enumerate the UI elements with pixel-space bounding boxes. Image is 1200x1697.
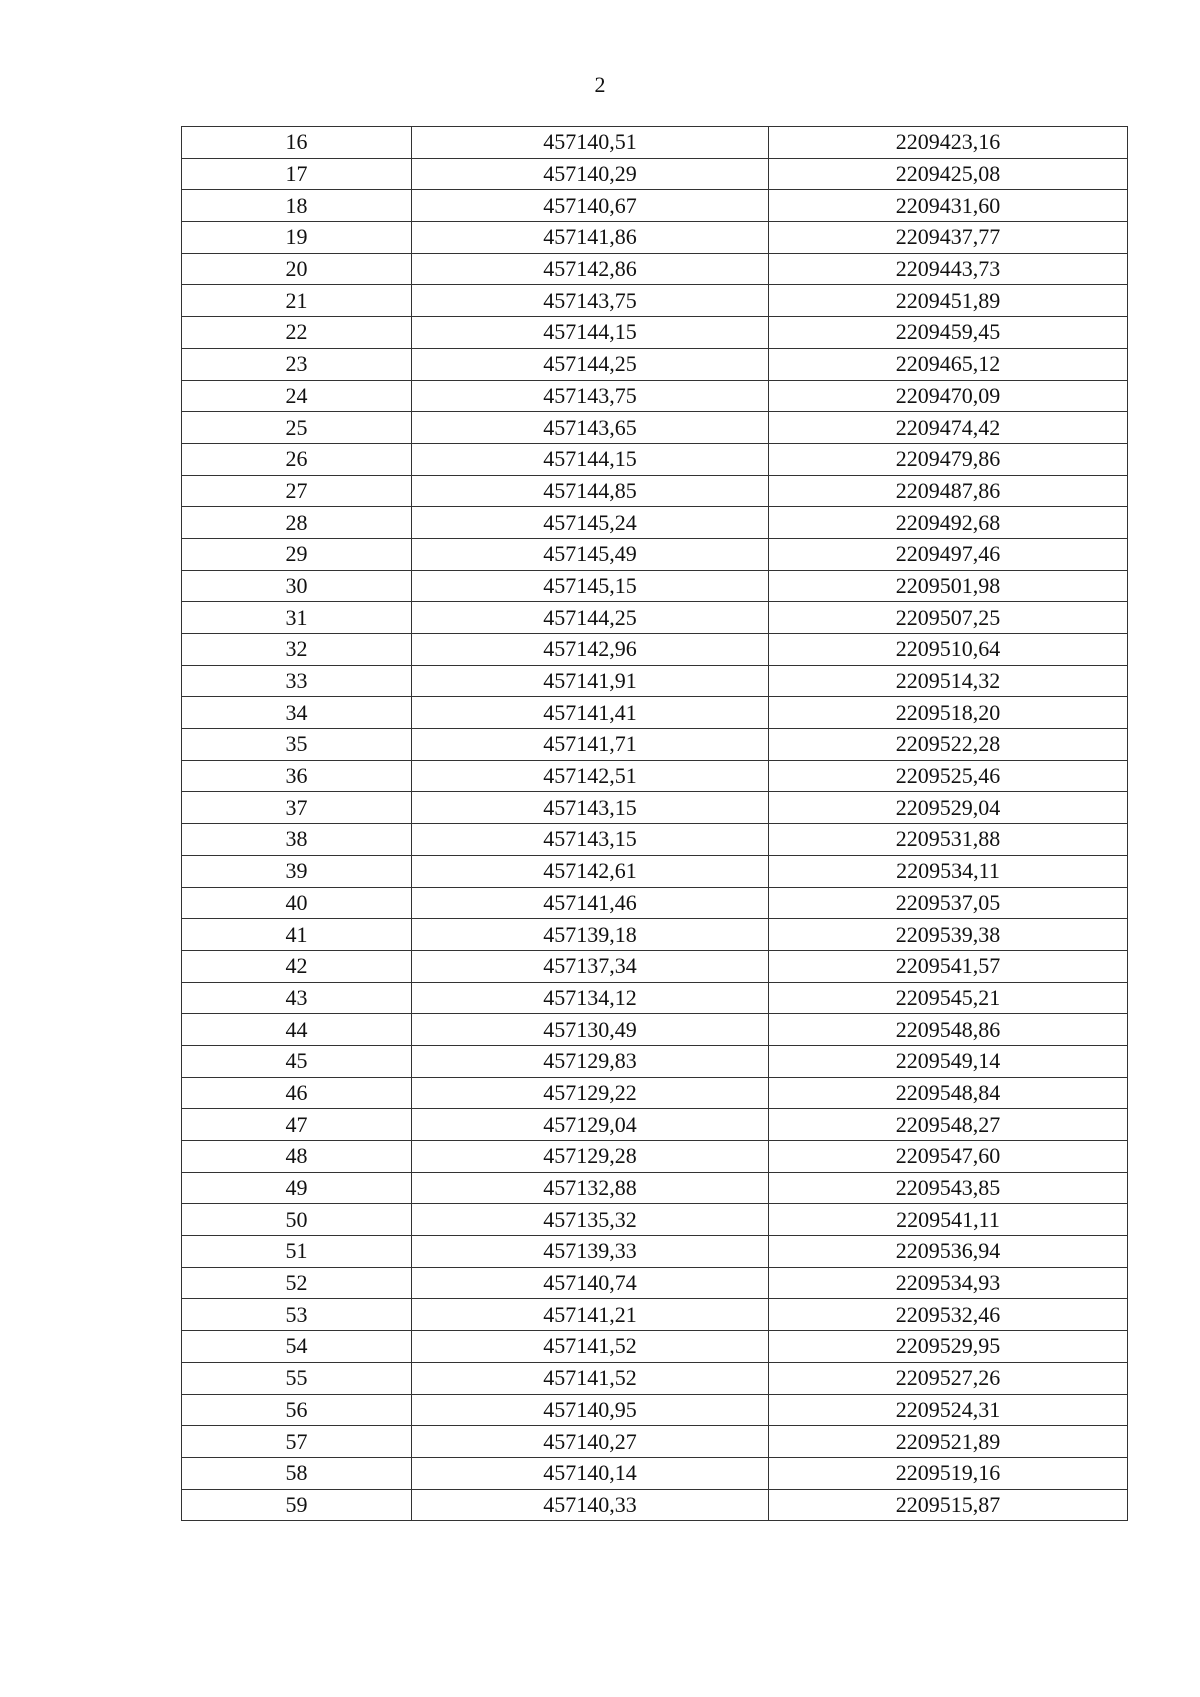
x-coordinate-cell: 457142,86 bbox=[412, 253, 769, 285]
table-row bbox=[182, 1489, 1128, 1521]
table-row bbox=[182, 729, 1128, 761]
x-coordinate-cell: 457140,27 bbox=[412, 1426, 769, 1458]
x-coordinate-cell: 457140,67 bbox=[412, 190, 769, 222]
y-coordinate-cell: 2209534,11 bbox=[769, 855, 1128, 887]
point-number-cell: 55 bbox=[182, 1362, 412, 1394]
table-row bbox=[182, 285, 1128, 317]
x-coordinate-cell: 457140,14 bbox=[412, 1457, 769, 1489]
x-coordinate-cell: 457141,21 bbox=[412, 1299, 769, 1331]
y-coordinate-cell: 2209543,85 bbox=[769, 1172, 1128, 1204]
table-row bbox=[182, 602, 1128, 634]
page-number: 2 bbox=[594, 72, 606, 97]
x-coordinate-cell: 457145,15 bbox=[412, 570, 769, 602]
point-number-cell: 17 bbox=[182, 158, 412, 190]
y-coordinate-cell: 2209537,05 bbox=[769, 887, 1128, 919]
x-coordinate-cell: 457142,51 bbox=[412, 760, 769, 792]
table-row bbox=[182, 919, 1128, 951]
point-number-cell: 29 bbox=[182, 538, 412, 570]
x-coordinate-cell: 457142,61 bbox=[412, 855, 769, 887]
point-number-cell: 57 bbox=[182, 1426, 412, 1458]
table-row bbox=[182, 190, 1128, 222]
y-coordinate-cell: 2209451,89 bbox=[769, 285, 1128, 317]
y-coordinate-cell: 2209547,60 bbox=[769, 1141, 1128, 1173]
x-coordinate-cell: 457141,86 bbox=[412, 222, 769, 254]
point-number-cell: 21 bbox=[182, 285, 412, 317]
table-row bbox=[182, 1204, 1128, 1236]
x-coordinate-cell: 457145,49 bbox=[412, 538, 769, 570]
point-number-cell: 43 bbox=[182, 982, 412, 1014]
table-row bbox=[182, 1299, 1128, 1331]
table-row bbox=[182, 982, 1128, 1014]
point-number-cell: 53 bbox=[182, 1299, 412, 1331]
point-number-cell: 30 bbox=[182, 570, 412, 602]
table-row bbox=[182, 760, 1128, 792]
x-coordinate-cell: 457141,46 bbox=[412, 887, 769, 919]
point-number-cell: 20 bbox=[182, 253, 412, 285]
x-coordinate-cell: 457140,33 bbox=[412, 1489, 769, 1521]
point-number-cell: 51 bbox=[182, 1236, 412, 1268]
table-row bbox=[182, 1141, 1128, 1173]
table-row bbox=[182, 792, 1128, 824]
point-number-cell: 37 bbox=[182, 792, 412, 824]
x-coordinate-cell: 457140,95 bbox=[412, 1394, 769, 1426]
y-coordinate-cell: 2209524,31 bbox=[769, 1394, 1128, 1426]
x-coordinate-cell: 457144,25 bbox=[412, 348, 769, 380]
coordinates-table-body bbox=[182, 127, 1128, 1521]
x-coordinate-cell: 457143,65 bbox=[412, 412, 769, 444]
y-coordinate-cell: 2209531,88 bbox=[769, 824, 1128, 856]
x-coordinate-cell: 457140,29 bbox=[412, 158, 769, 190]
y-coordinate-cell: 2209534,93 bbox=[769, 1267, 1128, 1299]
x-coordinate-cell: 457144,25 bbox=[412, 602, 769, 634]
point-number-cell: 35 bbox=[182, 729, 412, 761]
table-row bbox=[182, 475, 1128, 507]
table-row bbox=[182, 1457, 1128, 1489]
x-coordinate-cell: 457145,24 bbox=[412, 507, 769, 539]
point-number-cell: 52 bbox=[182, 1267, 412, 1299]
point-number-cell: 47 bbox=[182, 1109, 412, 1141]
table-row bbox=[182, 1331, 1128, 1363]
table-row bbox=[182, 887, 1128, 919]
point-number-cell: 34 bbox=[182, 697, 412, 729]
table-row bbox=[182, 507, 1128, 539]
table-row bbox=[182, 824, 1128, 856]
point-number-cell: 16 bbox=[182, 127, 412, 159]
point-number-cell: 32 bbox=[182, 634, 412, 666]
y-coordinate-cell: 2209443,73 bbox=[769, 253, 1128, 285]
table-row bbox=[182, 412, 1128, 444]
point-number-cell: 59 bbox=[182, 1489, 412, 1521]
y-coordinate-cell: 2209431,60 bbox=[769, 190, 1128, 222]
table-row bbox=[182, 222, 1128, 254]
x-coordinate-cell: 457144,15 bbox=[412, 317, 769, 349]
point-number-cell: 49 bbox=[182, 1172, 412, 1204]
point-number-cell: 24 bbox=[182, 380, 412, 412]
y-coordinate-cell: 2209515,87 bbox=[769, 1489, 1128, 1521]
y-coordinate-cell: 2209518,20 bbox=[769, 697, 1128, 729]
y-coordinate-cell: 2209521,89 bbox=[769, 1426, 1128, 1458]
x-coordinate-cell: 457143,15 bbox=[412, 824, 769, 856]
x-coordinate-cell: 457144,85 bbox=[412, 475, 769, 507]
y-coordinate-cell: 2209470,09 bbox=[769, 380, 1128, 412]
table-row bbox=[182, 538, 1128, 570]
y-coordinate-cell: 2209519,16 bbox=[769, 1457, 1128, 1489]
x-coordinate-cell: 457142,96 bbox=[412, 634, 769, 666]
point-number-cell: 45 bbox=[182, 1045, 412, 1077]
y-coordinate-cell: 2209465,12 bbox=[769, 348, 1128, 380]
point-number-cell: 56 bbox=[182, 1394, 412, 1426]
y-coordinate-cell: 2209541,57 bbox=[769, 950, 1128, 982]
table-row bbox=[182, 570, 1128, 602]
table-row bbox=[182, 1172, 1128, 1204]
y-coordinate-cell: 2209529,04 bbox=[769, 792, 1128, 824]
x-coordinate-cell: 457139,33 bbox=[412, 1236, 769, 1268]
x-coordinate-cell: 457132,88 bbox=[412, 1172, 769, 1204]
y-coordinate-cell: 2209529,95 bbox=[769, 1331, 1128, 1363]
point-number-cell: 18 bbox=[182, 190, 412, 222]
point-number-cell: 28 bbox=[182, 507, 412, 539]
y-coordinate-cell: 2209497,46 bbox=[769, 538, 1128, 570]
table-row bbox=[182, 697, 1128, 729]
point-number-cell: 46 bbox=[182, 1077, 412, 1109]
y-coordinate-cell: 2209479,86 bbox=[769, 443, 1128, 475]
table-row bbox=[182, 950, 1128, 982]
y-coordinate-cell: 2209527,26 bbox=[769, 1362, 1128, 1394]
x-coordinate-cell: 457135,32 bbox=[412, 1204, 769, 1236]
point-number-cell: 48 bbox=[182, 1141, 412, 1173]
y-coordinate-cell: 2209514,32 bbox=[769, 665, 1128, 697]
point-number-cell: 33 bbox=[182, 665, 412, 697]
point-number-cell: 23 bbox=[182, 348, 412, 380]
point-number-cell: 25 bbox=[182, 412, 412, 444]
table-row bbox=[182, 1109, 1128, 1141]
y-coordinate-cell: 2209510,64 bbox=[769, 634, 1128, 666]
point-number-cell: 22 bbox=[182, 317, 412, 349]
x-coordinate-cell: 457129,28 bbox=[412, 1141, 769, 1173]
point-number-cell: 50 bbox=[182, 1204, 412, 1236]
y-coordinate-cell: 2209507,25 bbox=[769, 602, 1128, 634]
table-row bbox=[182, 1394, 1128, 1426]
x-coordinate-cell: 457141,52 bbox=[412, 1331, 769, 1363]
table-row bbox=[182, 253, 1128, 285]
point-number-cell: 58 bbox=[182, 1457, 412, 1489]
table-row bbox=[182, 158, 1128, 190]
y-coordinate-cell: 2209548,27 bbox=[769, 1109, 1128, 1141]
point-number-cell: 44 bbox=[182, 1014, 412, 1046]
point-number-cell: 42 bbox=[182, 950, 412, 982]
x-coordinate-cell: 457144,15 bbox=[412, 443, 769, 475]
table-row bbox=[182, 1014, 1128, 1046]
y-coordinate-cell: 2209549,14 bbox=[769, 1045, 1128, 1077]
x-coordinate-cell: 457140,74 bbox=[412, 1267, 769, 1299]
y-coordinate-cell: 2209545,21 bbox=[769, 982, 1128, 1014]
y-coordinate-cell: 2209425,08 bbox=[769, 158, 1128, 190]
x-coordinate-cell: 457134,12 bbox=[412, 982, 769, 1014]
y-coordinate-cell: 2209459,45 bbox=[769, 317, 1128, 349]
table-row bbox=[182, 1267, 1128, 1299]
table-row bbox=[182, 855, 1128, 887]
y-coordinate-cell: 2209532,46 bbox=[769, 1299, 1128, 1331]
table-row bbox=[182, 1077, 1128, 1109]
x-coordinate-cell: 457129,22 bbox=[412, 1077, 769, 1109]
point-number-cell: 40 bbox=[182, 887, 412, 919]
point-number-cell: 54 bbox=[182, 1331, 412, 1363]
table-row bbox=[182, 380, 1128, 412]
point-number-cell: 31 bbox=[182, 602, 412, 634]
table-row bbox=[182, 348, 1128, 380]
point-number-cell: 27 bbox=[182, 475, 412, 507]
y-coordinate-cell: 2209548,86 bbox=[769, 1014, 1128, 1046]
table-row bbox=[182, 443, 1128, 475]
coordinates-table bbox=[181, 126, 1128, 1521]
y-coordinate-cell: 2209423,16 bbox=[769, 127, 1128, 159]
y-coordinate-cell: 2209548,84 bbox=[769, 1077, 1128, 1109]
x-coordinate-cell: 457129,04 bbox=[412, 1109, 769, 1141]
point-number-cell: 19 bbox=[182, 222, 412, 254]
point-number-cell: 39 bbox=[182, 855, 412, 887]
point-number-cell: 41 bbox=[182, 919, 412, 951]
table-row bbox=[182, 317, 1128, 349]
x-coordinate-cell: 457130,49 bbox=[412, 1014, 769, 1046]
y-coordinate-cell: 2209492,68 bbox=[769, 507, 1128, 539]
table-row bbox=[182, 1362, 1128, 1394]
x-coordinate-cell: 457140,51 bbox=[412, 127, 769, 159]
table-row bbox=[182, 634, 1128, 666]
y-coordinate-cell: 2209539,38 bbox=[769, 919, 1128, 951]
x-coordinate-cell: 457143,75 bbox=[412, 380, 769, 412]
x-coordinate-cell: 457143,75 bbox=[412, 285, 769, 317]
x-coordinate-cell: 457143,15 bbox=[412, 792, 769, 824]
table-row bbox=[182, 1236, 1128, 1268]
table-row bbox=[182, 127, 1128, 159]
x-coordinate-cell: 457139,18 bbox=[412, 919, 769, 951]
y-coordinate-cell: 2209522,28 bbox=[769, 729, 1128, 761]
y-coordinate-cell: 2209437,77 bbox=[769, 222, 1128, 254]
y-coordinate-cell: 2209525,46 bbox=[769, 760, 1128, 792]
y-coordinate-cell: 2209536,94 bbox=[769, 1236, 1128, 1268]
table-row bbox=[182, 1045, 1128, 1077]
x-coordinate-cell: 457141,91 bbox=[412, 665, 769, 697]
x-coordinate-cell: 457141,41 bbox=[412, 697, 769, 729]
y-coordinate-cell: 2209501,98 bbox=[769, 570, 1128, 602]
x-coordinate-cell: 457129,83 bbox=[412, 1045, 769, 1077]
x-coordinate-cell: 457141,52 bbox=[412, 1362, 769, 1394]
point-number-cell: 38 bbox=[182, 824, 412, 856]
point-number-cell: 26 bbox=[182, 443, 412, 475]
y-coordinate-cell: 2209541,11 bbox=[769, 1204, 1128, 1236]
y-coordinate-cell: 2209474,42 bbox=[769, 412, 1128, 444]
point-number-cell: 36 bbox=[182, 760, 412, 792]
y-coordinate-cell: 2209487,86 bbox=[769, 475, 1128, 507]
table-row bbox=[182, 1426, 1128, 1458]
table-row bbox=[182, 665, 1128, 697]
x-coordinate-cell: 457137,34 bbox=[412, 950, 769, 982]
x-coordinate-cell: 457141,71 bbox=[412, 729, 769, 761]
